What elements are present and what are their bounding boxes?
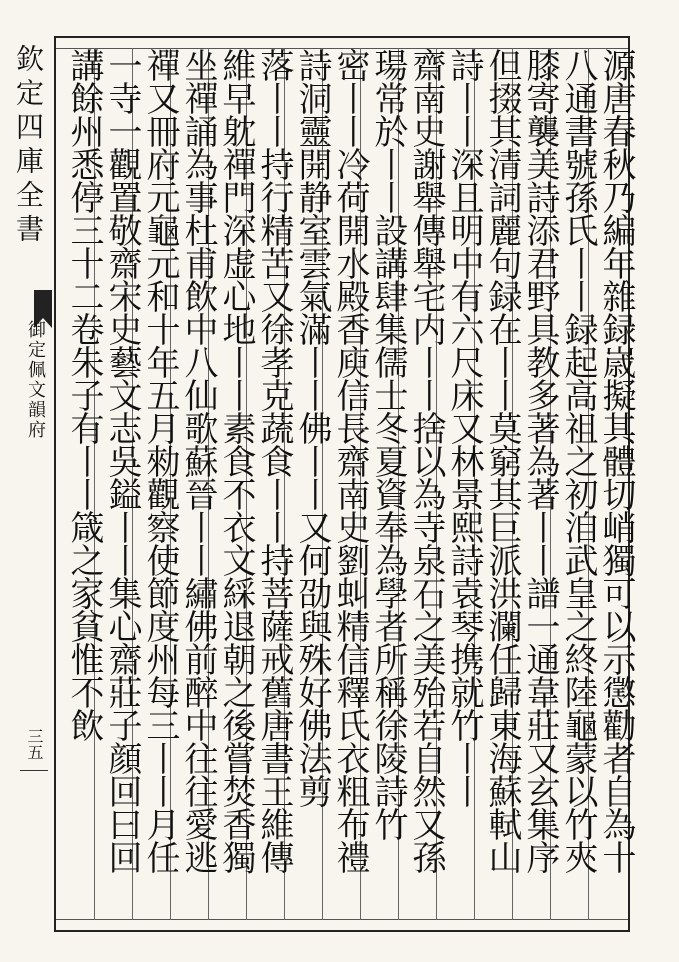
- text-column: 八通書號孫氏丨丨録起高祖之初洎武皇之終陸龜蒙以竹夾: [558, 48, 598, 873]
- text-column: 瑒常於丨丨設講肆集儒士冬夏資奉為學者所稱徐陵詩竹: [368, 48, 408, 840]
- text-column: 坐禪誦為事杜甫飲中八仙歌蘇晉丨丨繡佛前醉中往往愛逃: [178, 48, 218, 873]
- text-column: 講餘州悉停三十二卷朱子有丨丨箴之家貧惟不飲: [64, 48, 104, 741]
- margin-subtitle: 御定佩文韻府: [25, 320, 46, 440]
- text-column: 膝寄襲美詩添君野具教多著為著丨丨譜一通韋莊又玄集序: [520, 48, 560, 873]
- text-column: 但掇其清詞麗句録在丨丨莫窮其巨派洪瀾任歸東海蘇軾山: [482, 48, 522, 873]
- text-column: 密丨丨冷荷開水殿香庾信長齋南史劉虯精信釋氏衣粗布禮: [330, 48, 370, 873]
- text-column: 詩丨丨深且明中有六尺床又林景熙詩袁琴携就竹丨丨: [444, 48, 484, 807]
- text-frame: [54, 36, 636, 932]
- text-column: 禪又冊府元龜元和十年五月勑觀察使節度州每三丨丨月任: [140, 48, 180, 873]
- margin-title: 欽定四庫全書: [12, 44, 45, 248]
- page-number-rule: [20, 770, 48, 771]
- text-column: 維早躭禪門深虚心地丨丨素食不衣文綵退朝之後嘗焚香獨: [216, 48, 256, 873]
- fish-tail-mark: [34, 290, 52, 318]
- text-column: 齋南史謝舉傳舉宅内丨丨捨以為寺泉石之美殆若自然又孫: [406, 48, 446, 873]
- text-column: 源唐春秋乃編年雜録𡻕擬其體切峭獨可以示懲勸者自為十: [596, 48, 636, 873]
- inner-bottom-rule: [56, 919, 628, 920]
- text-column: 詩洞靈開静室雲氣滿丨丨佛丨丨又何劭與殊好佛法剪: [292, 48, 332, 807]
- text-column: 一寺一觀置敬齋宋史藝文志吳鎰丨丨集心齋莊子顔回曰回: [102, 48, 142, 873]
- page-number: 三五: [25, 728, 44, 760]
- text-column: 落丨丨持行精苦又徐孝克蔬食丨丨持菩薩戒舊唐書王維傳: [254, 48, 294, 873]
